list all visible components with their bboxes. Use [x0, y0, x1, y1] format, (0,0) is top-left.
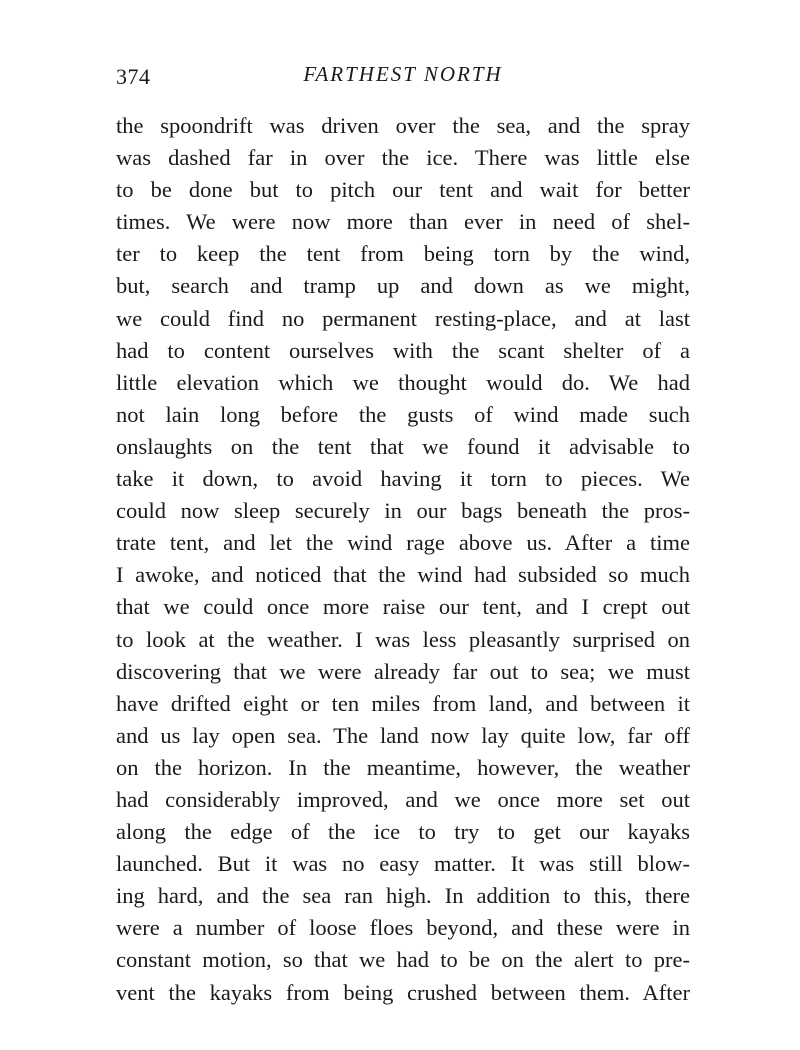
body-text [116, 110, 690, 1009]
text-line: to look at the weather. I was less pleasantly surprised on [116, 626, 690, 652]
text-line: take it down, to avoid having it torn to pieces. We [116, 466, 690, 492]
text-line: the spoondrift was driven over the sea, and the spray [116, 113, 690, 138]
text-line: had to content ourselves with the scant shelter of a [116, 337, 690, 363]
text-line: onslaughts on the tent that we found it advisable to [116, 433, 690, 459]
text-line: times. We were now more than ever in need of shel- [116, 209, 690, 235]
text-line: little elevation which we thought would do. We had [116, 369, 690, 395]
running-title: FARTHEST NORTH [303, 62, 503, 86]
text-line: ter to keep the tent from being torn by the wind, [116, 241, 690, 267]
text-line: was dashed far in over the ice. There was little else [116, 145, 690, 171]
text-line: to be done but to pitch our tent and wait for better [116, 177, 690, 203]
page-number: 374 [116, 64, 151, 89]
text-line: trate tent, and let the wind rage above us. After a time [116, 530, 690, 556]
text-line: constant motion, so that we had to be on the alert to pre- [116, 947, 690, 973]
text-line: vent the kayaks from being crushed between them. After [116, 979, 690, 1005]
text-line: have drifted eight or ten miles from land, and between it [116, 690, 690, 716]
text-line: had considerably improved, and we once more set out [116, 786, 690, 812]
text-line: could now sleep securely in our bags beneath the pros- [116, 498, 690, 524]
text-line: we could find no permanent resting-place, and at last [116, 305, 690, 331]
text-line: I awoke, and noticed that the wind had subsided so much [116, 562, 690, 588]
text-line: were a number of loose floes beyond, and these were in [116, 915, 690, 941]
text-line: launched. But it was no easy matter. It was still blow- [116, 851, 690, 877]
text-line: on the horizon. In the meantime, however, the weather [116, 754, 690, 780]
text-line: that we could once more raise our tent, and I crept out [116, 594, 690, 620]
text-line: discovering that we were already far out to sea; we must [116, 658, 690, 684]
page-header [116, 58, 690, 90]
text-line: along the edge of the ice to try to get our kayaks [116, 819, 690, 845]
text-line: ing hard, and the sea ran high. In addition to this, there [116, 883, 690, 909]
text-line: not lain long before the gusts of wind made such [116, 401, 690, 427]
text-line: and us lay open sea. The land now lay quite low, far off [116, 722, 690, 748]
text-line: but, search and tramp up and down as we might, [116, 273, 690, 299]
